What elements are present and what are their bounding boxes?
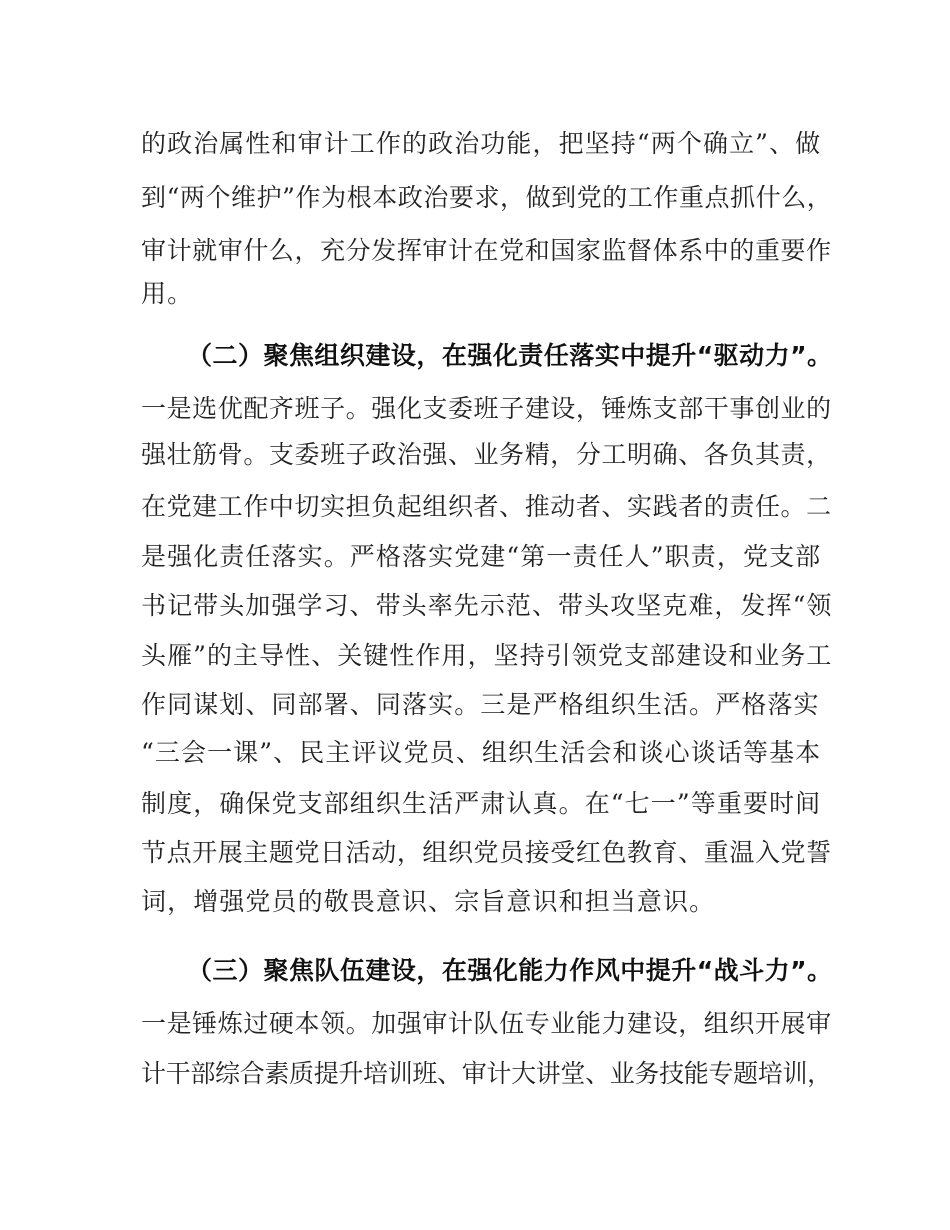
body-text-line: 一是锤炼过硬本领。加强审计队伍专业能力建设，组织开展审: [141, 1009, 832, 1038]
body-text-line: 是强化责任落实。严格落实党建“第一责任人”职责，党支部: [141, 542, 822, 571]
body-text-line: 头雁”的主导性、关键性作用，坚持引领党支部建设和业务工: [141, 641, 833, 670]
body-text-line: 作同谋划、同部署、同落实。三是严格组织生活。严格落实: [141, 690, 820, 719]
body-text-line: 一是选优配齐班子。强化支委班子建设，锤炼支部干事创业的: [141, 394, 832, 423]
body-text-line: 节点开展主题党日活动，组织党员接受红色教育、重温入党誓: [141, 838, 832, 867]
body-text-line: 在党建工作中切实担负起组织者、推动者、实践者的责任。二: [141, 492, 832, 521]
body-text-line: 强壮筋骨。支委班子政治强、业务精，分工明确、各负其责，: [141, 440, 832, 469]
body-text-line: “三会一课”、民主评议党员、组织生活会和谈心谈话等基本: [141, 738, 822, 767]
body-text-line: 的政治属性和审计工作的政治功能，把坚持“两个确立”、做: [141, 129, 822, 158]
body-text-line: 词，增强党员的敬畏意识、宗旨意识和担当意识。: [141, 887, 716, 916]
section-heading-2: （二）聚焦组织建设，在强化责任落实中提升“驱动力”。: [187, 341, 833, 370]
body-text-line: 书记带头加强学习、带头率先示范、带头攻坚克难，发挥“领: [141, 591, 833, 620]
body-text-line: 到“两个维护”作为根本政治要求，做到党的工作重点抓什么，: [141, 183, 833, 212]
body-text-line: 审计就审什么，充分发挥审计在党和国家监督体系中的重要作: [141, 236, 832, 265]
body-text-line: 制度，确保党支部组织生活严肃认真。在“七一”等重要时间: [141, 789, 822, 818]
body-text-line: 计干部综合素质提升培训班、审计大讲堂、业务技能专题培训，: [141, 1059, 832, 1088]
section-heading-3: （三）聚焦队伍建设，在强化能力作风中提升“战斗力”。: [187, 956, 833, 985]
body-text-line: 用。: [141, 279, 194, 308]
